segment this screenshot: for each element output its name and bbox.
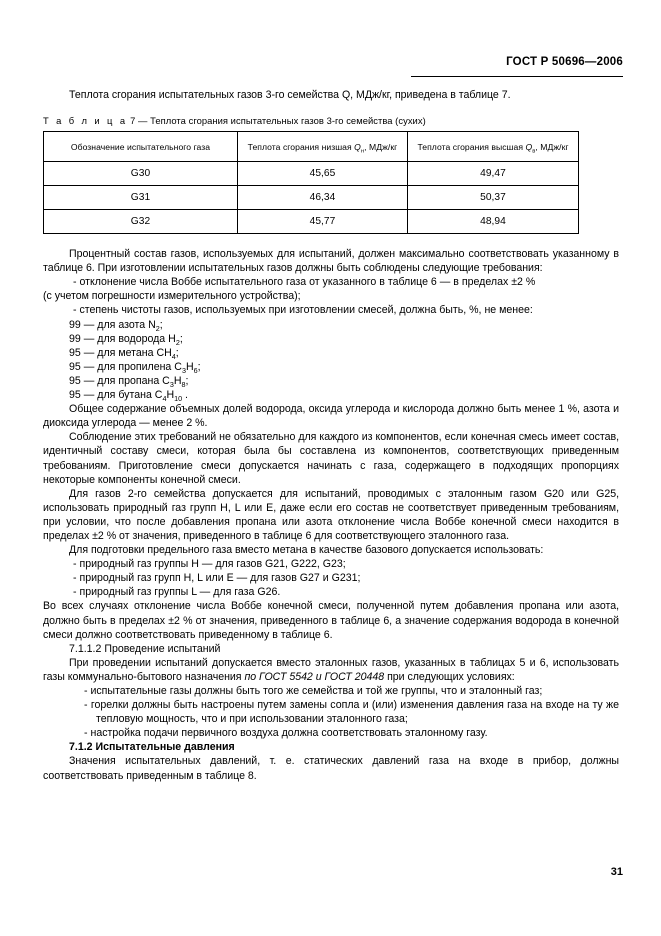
paragraph-second-family: Для газов 2-го семейства допускается для испытаний, проводимых с эталонным газом G20 или G25, использовать природный газ групп H, L или E, даже если его состав не соответствует приведенным требованиям, при условии, что после добавления пропана или азота отклонение числа Воббе конечной смеси находится в пределах ±2 % от значения, приведенного в таблице 6 для соответствующего эталонного газа. [43, 487, 619, 542]
purity-label2: H [173, 374, 182, 387]
paragraph-wobbe-all-cases: Во всех случаях отклонение числа Воббе конечной смеси, полученной путем добавления пропана или азота, должно быть в пределах ±2 % от значения, приведенного в таблице 6, а значение содержания водорода в конечной смеси должно соответствовать приведенному в таблице 6. [43, 600, 619, 641]
purity-subscript2: 6 [193, 365, 198, 375]
purity-line-hydrogen [43, 332, 619, 346]
col-header-gas [44, 132, 238, 162]
page-number: 31 [610, 866, 623, 878]
cell-gas: G30 [44, 162, 238, 186]
header-rule [411, 76, 623, 77]
purity-dash: — [83, 332, 95, 345]
purity-label: для водорода H [97, 332, 176, 345]
cell-gas: G32 [44, 210, 238, 234]
bullet-wobbe-deviation: - отклонение числа Воббе испытательного газа от указанного в таблице 6 — в пределах ±2 % [73, 276, 536, 289]
purity-value: 95 [69, 360, 81, 373]
purity-tail: . [182, 389, 188, 402]
bullet-natural-gas-l: - природный газ группы L — для газа G26. [73, 586, 281, 599]
col-header-lower-subscript: н [360, 148, 365, 155]
purity-dash: — [83, 318, 95, 331]
heading-7-1-1-2: 7.1.1.2 Проведение испытаний [69, 642, 221, 655]
col-header-gas-text: Обозначение испытательного газа [70, 141, 211, 152]
paragraph-gas-composition: Процентный состав газов, используемых для испытаний, должен максимально соответствовать указанному в таблице 6. При изготовлении испытательных газов должны быть соблюдены следующие требования: [43, 248, 619, 275]
bullet-wobbe-deviation-cont: (с учетом погрешности измерительного устройства); [43, 290, 301, 303]
paragraph-test-pressures: Значения испытательных давлений, т. е. статических давлений газа на входе в прибор, должны соответствовать приведенным в таблице 8. [43, 755, 619, 782]
table-row [44, 162, 579, 186]
page-content [43, 88, 619, 783]
table-caption-number: 7 [130, 115, 136, 127]
table-caption-label: Т а б л и ц а [43, 115, 128, 127]
purity-subscript: 2 [175, 337, 180, 347]
cell-lower: 45,65 [238, 162, 408, 186]
purity-tail: ; [179, 332, 183, 345]
cell-higher: 48,94 [408, 210, 579, 234]
bullet-primary-air: - настройка подачи первичного воздуха должна соответствовать эталонному газу. [84, 727, 488, 740]
purity-dash: — [83, 360, 95, 373]
purity-value: 99 [69, 332, 81, 345]
paragraph-test-conditions [43, 656, 619, 684]
col-header-higher-post: , МДж/кг [535, 141, 569, 152]
col-header-higher-symbol: Q [525, 141, 533, 152]
col-header-lower-heat [238, 132, 408, 162]
purity-label: для пропилена C [97, 360, 182, 373]
purity-subscript2: 8 [181, 380, 186, 390]
purity-subscript: 3 [181, 365, 186, 375]
purity-line-propylene [43, 360, 619, 374]
table-caption-text: Теплота сгорания испытательных газов 3-го семейства (сухих) [150, 115, 426, 127]
intro-paragraph: Теплота сгорания испытательных газов 3-го семейства Q, МДж/кг, приведена в таблице 7. [69, 89, 511, 101]
purity-label: для пропана C [97, 374, 170, 387]
purity-line-nitrogen [43, 318, 619, 332]
table-row [44, 186, 579, 210]
col-header-higher-subscript: в [532, 148, 536, 155]
col-header-lower-pre: Теплота сгорания низшая [247, 141, 355, 152]
cell-lower: 45,77 [238, 210, 408, 234]
purity-dash: — [83, 389, 95, 402]
bullet-same-family: - испытательные газы должны быть того же семейства и той же группы, что и эталонный газ; [84, 685, 543, 697]
purity-label2: H [166, 389, 175, 402]
purity-tail: ; [185, 374, 189, 387]
table7-caption [43, 115, 619, 126]
paragraph-mixture-composition: Соблюдение этих требований не обязательно для каждого из компонентов, если конечная смесь имеет состав, идентичный составу смеси, которая была бы составлена из компонентов, соответствующих приведенным требованиям. Приготовление смеси допускается начинать с газа, содержащего в подходящих пропорциях некоторые компоненты конечной смеси. [43, 431, 619, 486]
standard-title: ГОСТ Р 50696—2006 [506, 56, 623, 68]
col-header-lower-symbol: Q [354, 141, 361, 152]
bullet-natural-gas-hle: - природный газ групп H, L или E — для газов G27 и G231; [73, 572, 361, 585]
purity-label2: H [185, 360, 194, 373]
purity-tail: ; [197, 360, 201, 373]
purity-value: 99 [69, 318, 81, 331]
test-conditions-post: при следующих условиях: [384, 670, 515, 683]
bullet-burner-adjustment: - горелки должны быть настроены путем замены сопла и (или) изменения давления газа на входе на ту же тепловую мощность, что и при использовании эталонного газа; [84, 699, 619, 726]
cell-higher: 49,47 [408, 162, 579, 186]
col-header-higher-heat [408, 132, 579, 162]
purity-line-butane [43, 388, 619, 402]
purity-subscript: 4 [162, 394, 167, 404]
col-header-higher-pre: Теплота сгорания высшая [417, 141, 526, 152]
table-header-row [44, 132, 579, 162]
test-conditions-pre: При проведении испытаний допускается вместо эталонных газов, указанных в таблицах 5 и 6, использовать газы коммунально-бытового назначения [43, 656, 619, 683]
table-caption-dash: — [138, 115, 148, 127]
table-row [44, 210, 579, 234]
table7 [43, 131, 579, 234]
purity-value: 95 [69, 374, 81, 387]
bullet-gas-purity: - степень чистоты газов, используемых при изготовлении смесей, должна быть, %, не менее: [73, 304, 533, 317]
bullet-natural-gas-h: - природный газ группы H — для газов G21, G222, G23; [73, 558, 346, 571]
purity-line-methane [43, 346, 619, 360]
purity-tail: ; [175, 346, 179, 359]
purity-line-propane [43, 374, 619, 388]
purity-dash: — [83, 346, 95, 359]
purity-subscript: 4 [171, 351, 176, 361]
cell-higher: 50,37 [408, 186, 579, 210]
purity-subscript: 3 [169, 380, 174, 390]
purity-tail: ; [159, 318, 163, 331]
purity-value: 95 [69, 389, 81, 402]
cell-gas: G31 [44, 186, 238, 210]
purity-label: для метана CH [97, 346, 172, 359]
purity-subscript: 2 [155, 323, 160, 333]
page-footer [40, 862, 623, 878]
purity-subscript2: 10 [174, 394, 183, 404]
purity-dash: — [83, 374, 95, 387]
paragraph-volume-fractions: Общее содержание объемных долей водорода, оксида углерода и кислорода должно быть менее 1 %, азота и диоксида углерода — менее 2 %. [43, 403, 619, 430]
purity-label: для бутана C [97, 389, 163, 402]
heading-7-1-2: 7.1.2 Испытательные давления [69, 741, 235, 754]
purity-label: для азота N [97, 318, 156, 331]
col-header-lower-post: , МДж/кг [364, 141, 398, 152]
paragraph-limit-gas: Для подготовки предельного газа вместо метана в качестве базового допускается использовать: [69, 544, 544, 557]
test-conditions-standards: по ГОСТ 5542 и ГОСТ 20448 [244, 670, 385, 683]
cell-lower: 46,34 [238, 186, 408, 210]
purity-value: 95 [69, 346, 81, 359]
page-header [40, 56, 623, 78]
